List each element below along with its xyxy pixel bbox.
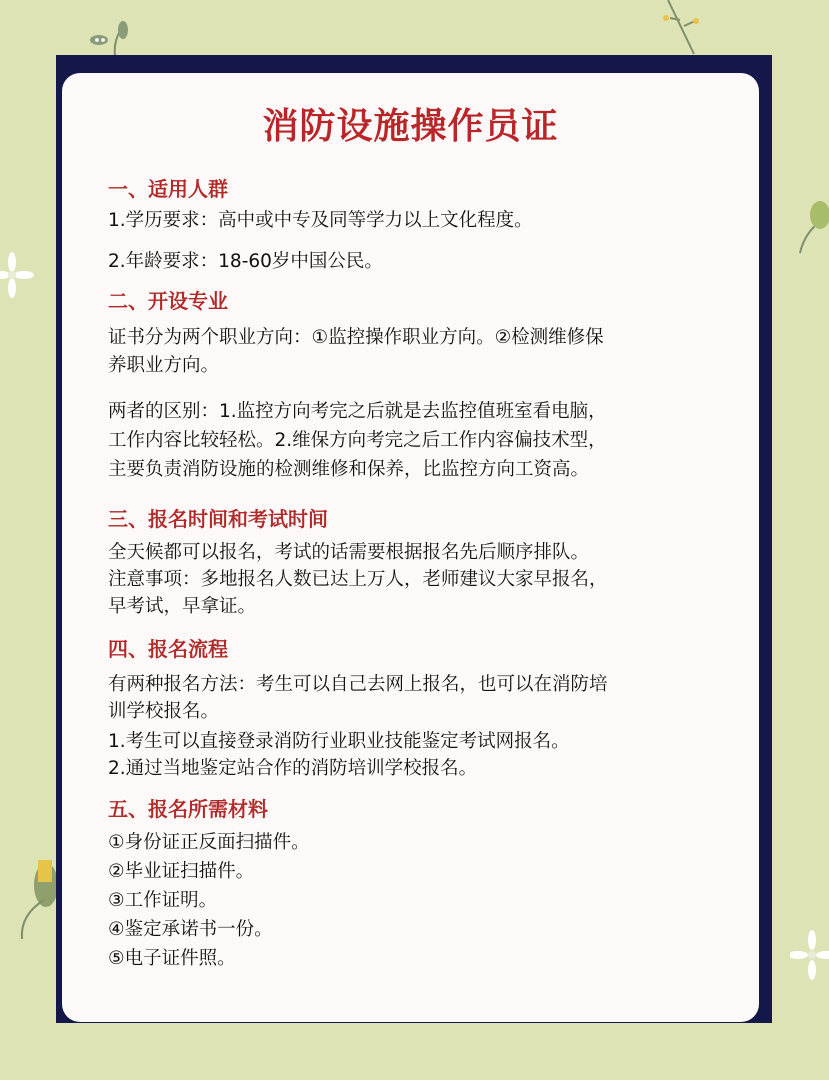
section-heading: 二、开设专业 <box>108 289 228 313</box>
paragraph-line: 两者的区别：1.监控方向考完之后就是去监控值班室看电脑， <box>108 401 607 422</box>
flower-stem-icon <box>650 0 710 56</box>
flower-bud-icon <box>10 855 56 940</box>
list-item: ②毕业证扫描件。 <box>108 861 255 882</box>
section-heading: 三、报名时间和考试时间 <box>108 507 328 531</box>
list-item: ⑤电子证件照。 <box>108 948 236 969</box>
paragraph-line: 工作内容比较轻松。2.维保方向考完之后工作内容偏技术型， <box>108 430 607 451</box>
paragraph-line: 证书分为两个职业方向：①监控操作职业方向。②检测维修保 <box>108 327 604 348</box>
paragraph-line: 全天候都可以报名，考试的话需要根据报名先后顺序排队。 <box>108 542 590 563</box>
leaf-sprout-icon <box>85 18 135 58</box>
paragraph-line: 2.年龄要求：18-60岁中国公民。 <box>108 251 383 272</box>
section-heading: 四、报名流程 <box>108 637 228 661</box>
white-flower-icon <box>0 250 36 300</box>
paragraph-line: 养职业方向。 <box>108 355 220 376</box>
paragraph-line: 有两种报名方法：考生可以自己去网上报名，也可以在消防培 <box>108 674 608 695</box>
paragraph-line: 1.考生可以直接登录消防行业职业技能鉴定考试网报名。 <box>108 731 570 752</box>
section-heading: 一、适用人群 <box>108 177 228 201</box>
page-title: 消防设施操作员证 <box>262 106 559 147</box>
white-flower-icon <box>790 930 829 980</box>
paragraph-line: 注意事项：多地报名人数已达上万人，老师建议大家早报名， <box>108 569 608 590</box>
list-item: ③工作证明。 <box>108 890 218 911</box>
section-heading: 五、报名所需材料 <box>108 797 268 821</box>
paragraph-line: 主要负责消防设施的检测维修和保养，比监控方向工资高。 <box>108 459 590 480</box>
paragraph-line: 2.通过当地鉴定站合作的消防培训学校报名。 <box>108 758 478 779</box>
list-item: ①身份证正反面扫描件。 <box>108 832 310 853</box>
paragraph-line: 训学校报名。 <box>108 701 220 722</box>
list-item: ④鉴定承诺书一份。 <box>108 919 273 940</box>
paragraph-line: 1.学历要求：高中或中专及同等学力以上文化程度。 <box>108 210 533 231</box>
paragraph-line: 早考试，早拿证。 <box>108 596 257 617</box>
green-leaf-icon <box>790 195 829 255</box>
